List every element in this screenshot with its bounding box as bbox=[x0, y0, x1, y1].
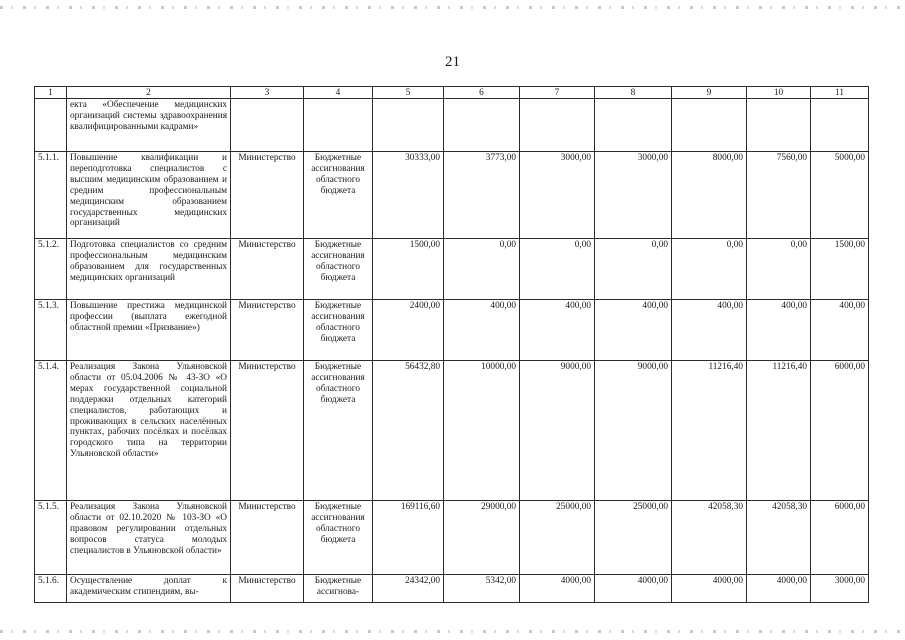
row-name: Подготовка специалистов со средним профессиональным медицинским образованием для государственных медицинских организаций bbox=[67, 239, 231, 300]
value-cell: 56432,80 bbox=[373, 361, 444, 501]
value-cell: 400,00 bbox=[595, 300, 672, 361]
value-cell bbox=[672, 99, 747, 152]
value-cell: 5000,00 bbox=[811, 152, 869, 239]
table-row bbox=[35, 99, 869, 152]
page-number: 21 bbox=[445, 54, 460, 70]
value-cell: 4000,00 bbox=[595, 575, 672, 603]
row-executor: Министерство bbox=[231, 300, 304, 361]
value-cell bbox=[811, 99, 869, 152]
value-cell: 0,00 bbox=[747, 239, 811, 300]
value-cell: 30333,00 bbox=[373, 152, 444, 239]
budget-table bbox=[34, 86, 869, 603]
header-cell: 3 bbox=[231, 87, 304, 99]
row-number bbox=[35, 99, 67, 152]
value-cell: 10000,00 bbox=[444, 361, 520, 501]
value-cell: 3000,00 bbox=[595, 152, 672, 239]
value-cell: 29000,00 bbox=[444, 501, 520, 575]
value-cell: 400,00 bbox=[811, 300, 869, 361]
value-cell: 9000,00 bbox=[595, 361, 672, 501]
row-name: Повышение престижа медицинской профессии (выплата ежегодной областной премии «Призвание») bbox=[67, 300, 231, 361]
row-executor: Министерство bbox=[231, 501, 304, 575]
value-cell: 5342,00 bbox=[444, 575, 520, 603]
value-cell: 3000,00 bbox=[811, 575, 869, 603]
value-cell: 25000,00 bbox=[595, 501, 672, 575]
value-cell: 0,00 bbox=[672, 239, 747, 300]
table-row bbox=[35, 300, 869, 361]
row-name: Реализация Закона Ульяновской области от 05.04.2006 № 43-ЗО «О мерах государственной социальной поддержки отдельных категорий специалистов, работающих и проживающих в сельских населённых пунктах, рабочих посёлках и посёлках городского типа на территории Ульяновской области» bbox=[67, 361, 231, 501]
value-cell: 4000,00 bbox=[672, 575, 747, 603]
row-executor: Министерство bbox=[231, 361, 304, 501]
table-row bbox=[35, 239, 869, 300]
header-cell: 6 bbox=[444, 87, 520, 99]
value-cell: 400,00 bbox=[672, 300, 747, 361]
value-cell: 1500,00 bbox=[811, 239, 869, 300]
value-cell: 42058,30 bbox=[747, 501, 811, 575]
row-source: Бюджетные ассигнования областного бюджета bbox=[304, 152, 373, 239]
value-cell: 42058,30 bbox=[672, 501, 747, 575]
value-cell: 6000,00 bbox=[811, 361, 869, 501]
row-source bbox=[304, 99, 373, 152]
row-source: Бюджетные ассигнования областного бюджета bbox=[304, 300, 373, 361]
value-cell: 3773,00 bbox=[444, 152, 520, 239]
value-cell: 4000,00 bbox=[747, 575, 811, 603]
value-cell: 2400,00 bbox=[373, 300, 444, 361]
row-source: Бюджетные ассигнова- bbox=[304, 575, 373, 603]
row-source: Бюджетные ассигнования областного бюджета bbox=[304, 501, 373, 575]
row-number: 5.1.5. bbox=[35, 501, 67, 575]
row-number: 5.1.4. bbox=[35, 361, 67, 501]
row-executor: Министерство bbox=[231, 575, 304, 603]
scan-noise-bottom bbox=[0, 630, 905, 633]
row-name: Повышение квалификации и переподготовка специалистов с высшим медицинским образованием и средним профессиональным медицинским образованием государственных медицинских организаций bbox=[67, 152, 231, 239]
value-cell: 24342,00 bbox=[373, 575, 444, 603]
row-number: 5.1.6. bbox=[35, 575, 67, 603]
value-cell bbox=[520, 99, 595, 152]
row-source: Бюджетные ассигнования областного бюджета bbox=[304, 239, 373, 300]
value-cell: 8000,00 bbox=[672, 152, 747, 239]
value-cell bbox=[373, 99, 444, 152]
value-cell: 11216,40 bbox=[747, 361, 811, 501]
value-cell: 0,00 bbox=[595, 239, 672, 300]
scan-noise-top bbox=[0, 6, 905, 9]
row-name: Реализация Закона Ульяновской области от 02.10.2020 № 103-ЗО «О правовом регулировании отдельных вопросов статуса молодых специалистов в Ульяновской области» bbox=[67, 501, 231, 575]
value-cell bbox=[595, 99, 672, 152]
value-cell: 400,00 bbox=[747, 300, 811, 361]
table-row bbox=[35, 575, 869, 603]
row-number: 5.1.2. bbox=[35, 239, 67, 300]
value-cell: 3000,00 bbox=[520, 152, 595, 239]
row-executor bbox=[231, 99, 304, 152]
header-cell: 10 bbox=[747, 87, 811, 99]
value-cell bbox=[747, 99, 811, 152]
value-cell: 6000,00 bbox=[811, 501, 869, 575]
header-cell: 9 bbox=[672, 87, 747, 99]
value-cell: 25000,00 bbox=[520, 501, 595, 575]
table-row bbox=[35, 361, 869, 501]
table-row bbox=[35, 152, 869, 239]
header-cell: 7 bbox=[520, 87, 595, 99]
row-number: 5.1.1. bbox=[35, 152, 67, 239]
header-cell: 11 bbox=[811, 87, 869, 99]
value-cell: 400,00 bbox=[520, 300, 595, 361]
header-cell: 4 bbox=[304, 87, 373, 99]
value-cell: 400,00 bbox=[444, 300, 520, 361]
header-row bbox=[35, 87, 869, 99]
row-executor: Министерство bbox=[231, 152, 304, 239]
header-cell: 8 bbox=[595, 87, 672, 99]
row-number: 5.1.3. bbox=[35, 300, 67, 361]
value-cell bbox=[444, 99, 520, 152]
row-name: екта «Обеспечение медицинских организаций системы здравоохранения квалифицированными кадрами» bbox=[67, 99, 231, 152]
value-cell: 169116,60 bbox=[373, 501, 444, 575]
value-cell: 0,00 bbox=[520, 239, 595, 300]
value-cell: 1500,00 bbox=[373, 239, 444, 300]
value-cell: 9000,00 bbox=[520, 361, 595, 501]
row-name: Осуществление доплат к академическим стипендиям, вы- bbox=[67, 575, 231, 603]
value-cell: 7560,00 bbox=[747, 152, 811, 239]
header-cell: 5 bbox=[373, 87, 444, 99]
table-row bbox=[35, 501, 869, 575]
header-cell: 2 bbox=[67, 87, 231, 99]
row-source: Бюджетные ассигнования областного бюджета bbox=[304, 361, 373, 501]
value-cell: 11216,40 bbox=[672, 361, 747, 501]
value-cell: 4000,00 bbox=[520, 575, 595, 603]
header-cell: 1 bbox=[35, 87, 67, 99]
value-cell: 0,00 bbox=[444, 239, 520, 300]
row-executor: Министерство bbox=[231, 239, 304, 300]
